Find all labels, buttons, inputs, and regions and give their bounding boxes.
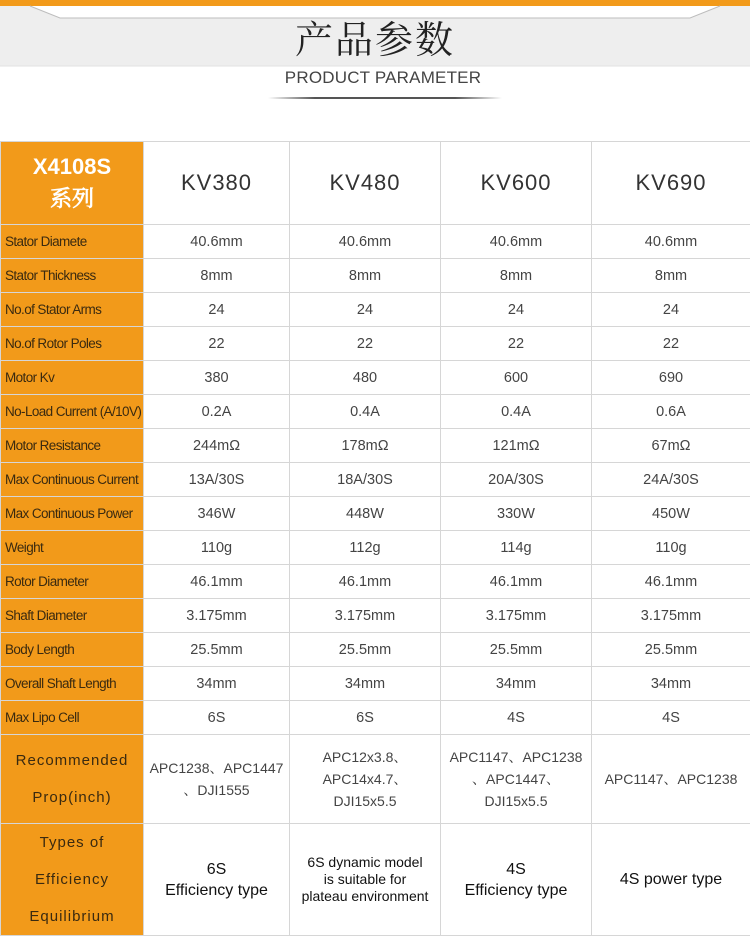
row-label: Motor Kv [1,361,144,395]
row-value: 46.1mm [290,565,441,599]
row-value: 34mm [592,667,750,701]
efficiency-row-value-line: is suitable for [290,871,440,888]
prop-label-line: Recommended [1,742,143,779]
row-value: 178mΩ [290,429,441,463]
row-value: 8mm [592,259,750,293]
row-value: 24 [290,293,441,327]
row-value: 40.6mm [144,225,290,259]
efficiency-row-value-line: Efficiency type [441,880,591,901]
row-value: 22 [592,327,750,361]
row-label: Overall Shaft Length [1,667,144,701]
efficiency-row-value-line: 4S [441,859,591,880]
efficiency-row-value [144,824,290,936]
prop-row-value-line: DJI15x5.5 [290,790,440,812]
row-value: 34mm [144,667,290,701]
efficiency-row-value [441,824,592,936]
row-value: 24 [441,293,592,327]
row-label: Body Length [1,633,144,667]
row-value: 0.6A [592,395,750,429]
prop-row-value [441,735,592,824]
row-value: 67mΩ [592,429,750,463]
row-value: 22 [441,327,592,361]
row-label: Shaft Diameter [1,599,144,633]
page-title-cn: 产品参数 [0,16,750,64]
row-value: 114g [441,531,592,565]
efficiency-row-value-line: plateau environment [290,888,440,905]
row-value: 22 [290,327,441,361]
row-label: Max Continuous Current [1,463,144,497]
row-value: 0.4A [290,395,441,429]
row-value: 330W [441,497,592,531]
column-header-kv600: KV600 [441,142,592,225]
column-header-kv690: KV690 [592,142,750,225]
efficiency-label-line: Equilibrium [1,898,143,935]
row-value: 110g [144,531,290,565]
top-accent-bar [0,0,750,6]
prop-row-value-line: DJI15x5.5 [441,790,591,812]
row-value: 20A/30S [441,463,592,497]
table-row [1,395,750,429]
prop-row-value-line: APC1147、APC1238 [592,768,750,790]
row-value: 46.1mm [144,565,290,599]
row-value: 25.5mm [144,633,290,667]
table-row [1,667,750,701]
row-value: 46.1mm [592,565,750,599]
model-series-label: 系列 [1,183,143,215]
row-value: 0.4A [441,395,592,429]
row-value: 13A/30S [144,463,290,497]
row-value: 25.5mm [290,633,441,667]
row-value: 4S [441,701,592,735]
row-value: 346W [144,497,290,531]
row-label: Rotor Diameter [1,565,144,599]
efficiency-label-line: Types of Efficiency [1,824,143,898]
row-value: 6S [290,701,441,735]
prop-label-line: Prop(inch) [1,779,143,816]
efficiency-row-value [290,824,441,936]
row-value: 8mm [290,259,441,293]
row-value: 40.6mm [290,225,441,259]
row-label: No.of Stator Arms [1,293,144,327]
row-label: Stator Diamete [1,225,144,259]
top-banner [0,0,750,135]
row-value: 380 [144,361,290,395]
efficiency-row-value-line: 6S [144,859,289,880]
row-value: 8mm [441,259,592,293]
prop-row-value-line: 、APC1447、 [441,768,591,790]
row-value: 18A/30S [290,463,441,497]
row-value: 3.175mm [592,599,750,633]
model-series-cell [1,142,144,225]
column-header-kv380: KV380 [144,142,290,225]
row-label: Motor Resistance [1,429,144,463]
table-row [1,361,750,395]
row-value: 40.6mm [441,225,592,259]
parameter-table-body [1,142,750,936]
row-value: 0.2A [144,395,290,429]
row-value: 244mΩ [144,429,290,463]
table-row [1,259,750,293]
efficiency-row-value [592,824,750,936]
prop-row-value-line: APC1238、APC1447 [144,757,289,779]
row-value: 4S [592,701,750,735]
row-value: 690 [592,361,750,395]
row-value: 448W [290,497,441,531]
table-row [1,565,750,599]
title-underline [268,97,502,99]
efficiency-row-value-line: 6S dynamic model [290,854,440,871]
row-value: 6S [144,701,290,735]
column-header-kv480: KV480 [290,142,441,225]
row-value: 600 [441,361,592,395]
prop-row-value [144,735,290,824]
table-row [1,293,750,327]
row-value: 3.175mm [144,599,290,633]
model-name: X4108S [1,151,143,183]
row-value: 3.175mm [290,599,441,633]
row-value: 110g [592,531,750,565]
table-row [1,463,750,497]
row-value: 24 [144,293,290,327]
row-label: No.of Rotor Poles [1,327,144,361]
prop-label [1,735,144,824]
row-value: 480 [290,361,441,395]
efficiency-row-value-line: Efficiency type [144,880,289,901]
table-row [1,701,750,735]
row-value: 25.5mm [441,633,592,667]
table-header-row [1,142,750,225]
row-value: 24A/30S [592,463,750,497]
table-row [1,327,750,361]
row-value: 40.6mm [592,225,750,259]
prop-row-value-line: APC1147、APC1238 [441,746,591,768]
prop-row-value-line: APC14x4.7、 [290,768,440,790]
table-row [1,633,750,667]
prop-row-value [290,735,441,824]
table-row [1,429,750,463]
prop-row-value-line: APC12x3.8、 [290,746,440,768]
row-value: 3.175mm [441,599,592,633]
page-title-en: PRODUCT PARAMETER [0,68,750,88]
efficiency-row-value-line: 4S power type [592,869,750,890]
table-row [1,531,750,565]
prop-row-value-line: 、DJI1555 [144,779,289,801]
row-label: Weight [1,531,144,565]
row-value: 34mm [290,667,441,701]
prop-row-value [592,735,750,824]
row-label: Max Continuous Power [1,497,144,531]
table-row [1,225,750,259]
table-row [1,599,750,633]
parameter-table [0,141,750,936]
row-label: No-Load Current (A/10V) [1,395,144,429]
row-value: 34mm [441,667,592,701]
prop-row [1,735,750,824]
row-value: 121mΩ [441,429,592,463]
efficiency-label [1,824,144,936]
row-value: 22 [144,327,290,361]
table-row [1,497,750,531]
row-label: Stator Thickness [1,259,144,293]
row-value: 8mm [144,259,290,293]
row-label: Max Lipo Cell [1,701,144,735]
efficiency-row [1,824,750,936]
row-value: 24 [592,293,750,327]
row-value: 450W [592,497,750,531]
row-value: 46.1mm [441,565,592,599]
row-value: 25.5mm [592,633,750,667]
row-value: 112g [290,531,441,565]
